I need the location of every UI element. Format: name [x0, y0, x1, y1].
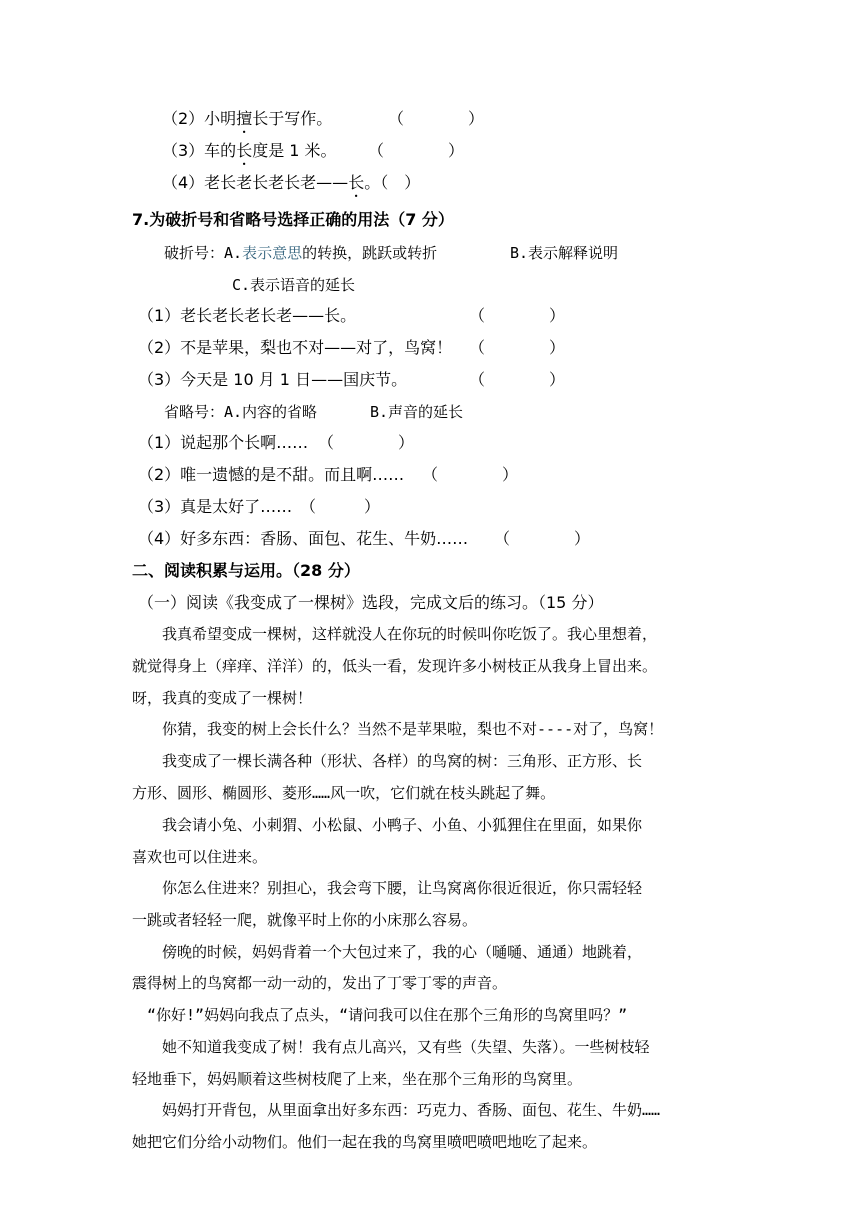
passage-line: 你怎么住进来？别担心，我会弯下腰，让鸟窝离你很近很近，你只需轻轻 [132, 879, 643, 897]
answer-blank[interactable]: （ ） [380, 173, 421, 192]
ellipsis-option-b: B.声音的延长 [370, 403, 464, 421]
passage-line: 你猜，我变的树上会长什么？当然不是苹果啦，梨也不对----对了，鸟窝！ [132, 720, 664, 738]
passage-line: 我会请小兔、小刺猬、小松鼠、小鸭子、小鱼、小狐狸住在里面，如果你 [132, 816, 643, 834]
dash-option-c: C.表示语音的延长 [232, 276, 356, 294]
passage-line: “你好!”妈妈向我点了点头，“请问我可以住在那个三角形的鸟窝里吗？” [132, 1006, 628, 1024]
dash-item-2: （2）不是苹果，梨也不对——对了，鸟窝！ [138, 338, 453, 357]
passage-line: 方形、圆形、椭圆形、菱形……风一吹，它们就在枝头跳起了舞。 [132, 784, 556, 802]
passage-line: 她不知道我变成了树！我有点儿高兴，又有些（失望、失落）。一些树枝轻 [132, 1038, 650, 1056]
passage-line: 她把它们分给小动物们。他们一起在我的鸟窝里喷吧喷吧地吃了起来。 [132, 1133, 598, 1151]
q6-item-text: （2）小明 [162, 109, 237, 128]
ellipsis-item-2: （2）唯一遗憾的是不甜。而且啊…… [138, 465, 405, 484]
answer-blank[interactable]: （ ） [494, 529, 591, 548]
passage-line: 傍晚的时候，妈妈背着一个大包过来了，我的心（嗵嗵、通通）地跳着， [132, 943, 643, 961]
q7-title: 7.为破折号和省略号选择正确的用法（7 分） [132, 210, 454, 229]
ellipsis-option-a: 省略号：A.内容的省略 [164, 403, 318, 421]
ellipsis-item-4: （4）好多东西：香肠、面包、花生、牛奶…… [138, 529, 469, 548]
dash-option-b: B.表示解释说明 [510, 244, 619, 262]
answer-blank[interactable]: （ ） [469, 338, 566, 357]
q6-item-text: （3）车的 [162, 141, 237, 160]
dash-item-3: （3）今天是 10 月 1 日——国庆节。 [138, 370, 408, 389]
passage-line: 我变成了一棵长满各种（形状、各样）的鸟窝的树：三角形、正方形、长 [132, 752, 643, 770]
answer-blank[interactable]: （ ） [300, 497, 381, 516]
passage-line: 喜欢也可以住进来。 [132, 848, 268, 866]
q6-dotted-char: 长 [236, 141, 253, 160]
dash-option-a: 的转换，跳跃或转折 [302, 244, 438, 262]
passage-line: 震得树上的鸟窝都一动一动的，发出了丁零丁零的声音。 [132, 974, 508, 992]
section-heading: 二、阅读积累与运用。（28 分） [132, 561, 360, 580]
answer-blank[interactable]: （ ） [469, 370, 566, 389]
passage-line: 一跳或者轻轻一爬，就像平时上你的小床那么容易。 [132, 911, 478, 929]
q6-item-text: （4）老长老长老长老—— [162, 173, 349, 192]
passage-line: 呀，我真的变成了一棵树！ [132, 689, 313, 707]
answer-blank[interactable]: （ ） [469, 306, 566, 325]
passage-line: 就觉得身上（痒痒、洋洋）的，低头一看，发现许多小树枝正从我身上冒出来。 [132, 657, 658, 675]
answer-blank[interactable]: （ ） [368, 141, 465, 160]
q6-item-2 [162, 109, 332, 137]
q6-item-4 [162, 173, 420, 201]
q6-dotted-char: 长 [348, 173, 365, 192]
answer-blank[interactable]: （ ） [422, 465, 519, 484]
dash-option-a-highlight: 表示意思 [242, 244, 303, 262]
q6-dotted-char: 擅 [236, 109, 253, 128]
ellipsis-item-1: （1）说起那个长啊…… [138, 433, 309, 452]
answer-blank[interactable]: （ ） [318, 433, 415, 452]
passage-line: 妈妈打开背包，从里面拿出好多东西：巧克力、香肠、面包、花生、牛奶…… [132, 1101, 661, 1119]
reading-sub-heading: （一）阅读《我变成了一棵树》选段，完成文后的练习。（15 分） [138, 593, 604, 612]
q6-item-3 [162, 141, 337, 169]
q6-item-text: 。 [364, 173, 381, 192]
dash-options [164, 243, 437, 263]
passage-line: 我真希望变成一棵树，这样就没人在你玩的时候叫你吃饭了。我心里想着， [132, 625, 658, 643]
q6-item-text: 长于写作。 [252, 109, 333, 128]
dash-label: 破折号：A. [164, 244, 243, 262]
passage-line: 轻地垂下，妈妈顺着这些树枝爬了上来，坐在那个三角形的鸟窝里。 [132, 1070, 583, 1088]
ellipsis-item-3: （3）真是太好了…… [138, 497, 293, 516]
q6-item-text: 度是 1 米。 [252, 141, 337, 160]
answer-blank[interactable]: （ ） [388, 109, 485, 128]
dash-item-1: （1）老长老长老长老——长。 [138, 306, 357, 325]
